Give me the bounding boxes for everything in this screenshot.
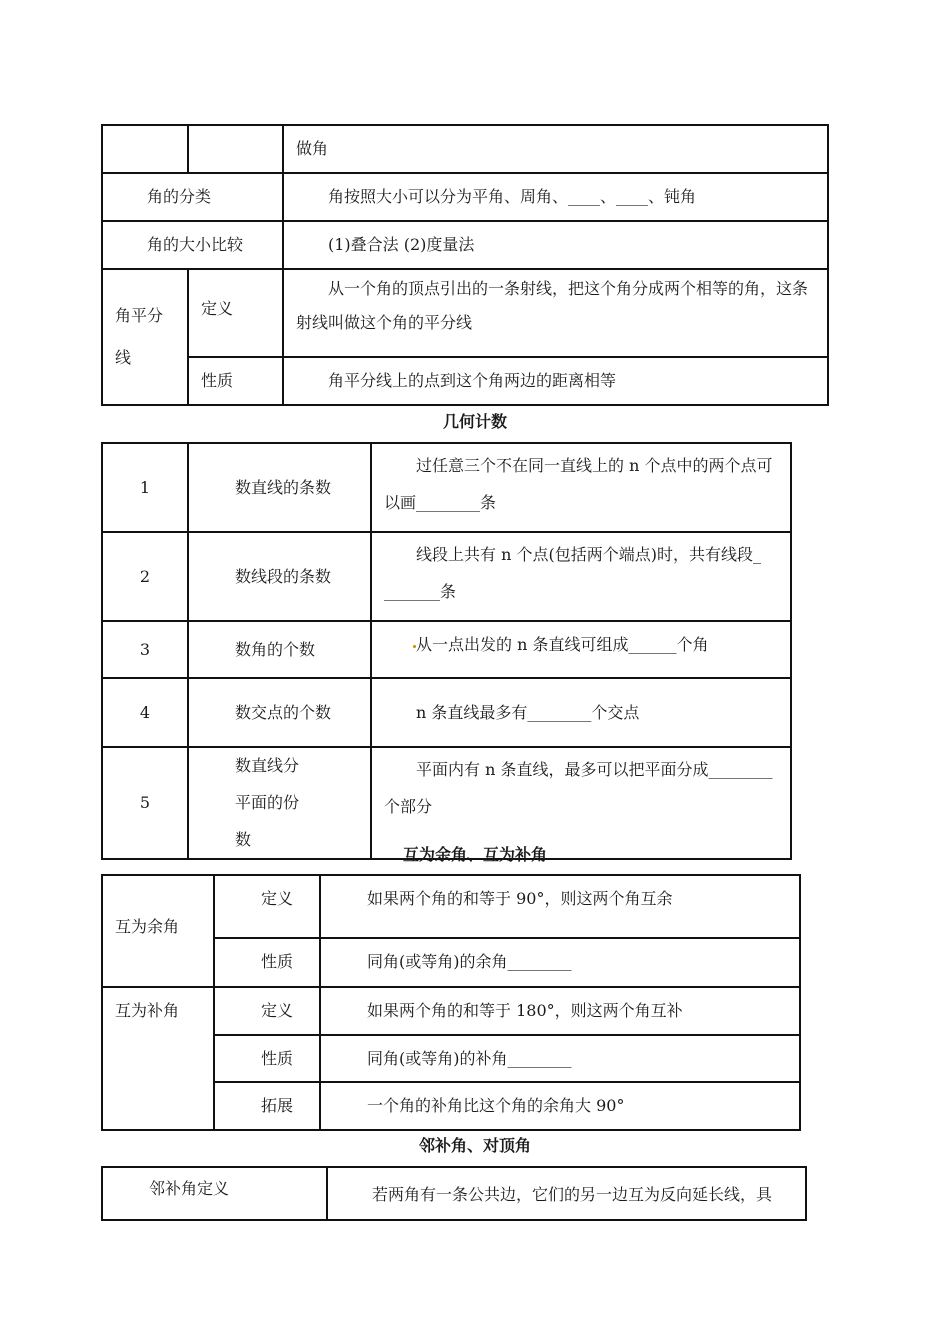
- group-label: 互为余角: [102, 875, 214, 987]
- sub-label: 性质: [214, 1035, 320, 1082]
- row-name: 数直线的条数: [188, 443, 371, 532]
- complementary-supplementary-table: [101, 874, 801, 1131]
- geometry-counting-table: [101, 442, 792, 860]
- property-text: 同角(或等角)的补角________: [320, 1035, 800, 1082]
- row-content: 角按照大小可以分为平角、周角、____、____、钝角: [283, 173, 828, 221]
- row-label: 角的分类: [102, 173, 283, 221]
- row-text: 线段上共有 n 个点(包括两个端点)时，共有线段_ _______条: [371, 532, 791, 621]
- row-text: 若两角有一条公共边，它们的另一边互为反向延长线，具: [327, 1167, 806, 1220]
- sub-label: 性质: [188, 357, 283, 405]
- section-heading: 邻补角、对顶角: [418, 1136, 531, 1155]
- definition-text: 从一个角的顶点引出的一条射线，把这个角分成两个相等的角，这条射线叫做这个角的平分线: [283, 269, 828, 357]
- sub-label: 定义: [214, 987, 320, 1035]
- row-number: 4: [102, 678, 188, 747]
- group-label: 互为补角: [102, 987, 214, 1130]
- row-text: 平面内有 n 条直线，最多可以把平面分成________个部分: [371, 747, 791, 859]
- sub-label: 定义: [188, 269, 283, 357]
- row-number: 2: [102, 532, 188, 621]
- row-name: 数角的个数: [188, 621, 371, 678]
- sub-label: 定义: [214, 875, 320, 938]
- sub-label: 拓展: [214, 1082, 320, 1130]
- row-number: 1: [102, 443, 188, 532]
- cell-empty: [188, 125, 283, 173]
- row-text: n 条直线最多有________个交点: [371, 678, 791, 747]
- decorative-dot: [413, 645, 416, 648]
- adjacent-angle-table: [101, 1166, 807, 1221]
- row-label: 邻补角定义: [102, 1167, 327, 1220]
- row-content: (1)叠合法 (2)度量法: [283, 221, 828, 269]
- property-text: 同角(或等角)的余角________: [320, 938, 800, 987]
- row-label: 角平分线: [102, 269, 188, 405]
- row-text: 从一点出发的 n 条直线可组成______个角: [371, 621, 791, 678]
- section-heading: 互为余角、互为补角: [402, 845, 547, 864]
- cell-text: 做角: [283, 125, 828, 173]
- row-label: 角的大小比较: [102, 221, 283, 269]
- extension-text: 一个角的补角比这个角的余角大 90°: [320, 1082, 800, 1130]
- angle-concepts-table: [101, 124, 829, 406]
- row-name: 数交点的个数: [188, 678, 371, 747]
- sub-label: 性质: [214, 938, 320, 987]
- row-name: 数线段的条数: [188, 532, 371, 621]
- section-heading: 几何计数: [442, 412, 507, 431]
- row-number: 3: [102, 621, 188, 678]
- row-number: 5: [102, 747, 188, 859]
- row-name: 数直线分平面的份数: [188, 747, 371, 859]
- property-text: 角平分线上的点到这个角两边的距离相等: [283, 357, 828, 405]
- definition-text: 如果两个角的和等于 90°，则这两个角互余: [320, 875, 800, 938]
- row-text: 过任意三个不在同一直线上的 n 个点中的两个点可以画________条: [371, 443, 791, 532]
- cell-empty: [102, 125, 188, 173]
- definition-text: 如果两个角的和等于 180°，则这两个角互补: [320, 987, 800, 1035]
